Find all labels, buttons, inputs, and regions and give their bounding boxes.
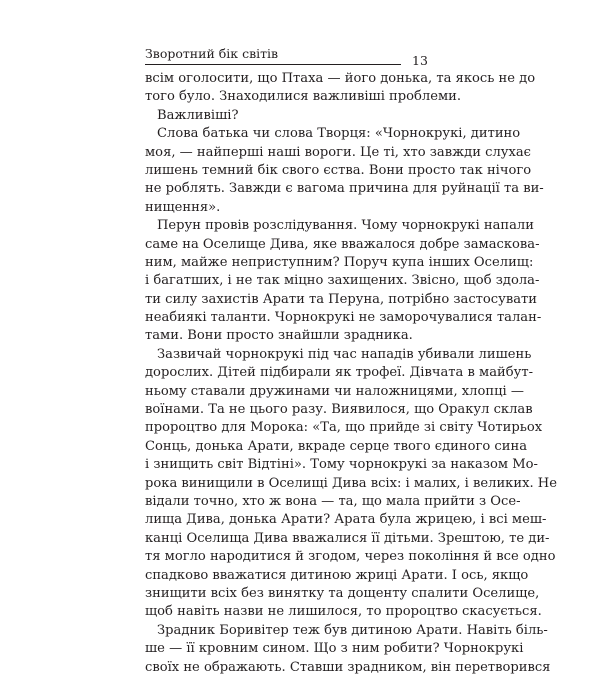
text-line: саме на Оселище Дива, яке вважалося добре замаскова- [145, 236, 540, 252]
text-line: пророцтво для Морока: «Та, що прийде зі світу Чотирьох [145, 420, 543, 436]
text-line: Слова батька чи слова Творця: «Чорнокрукі, дитино [157, 126, 521, 142]
running-head [145, 40, 435, 64]
text-line: канці Оселища Дива вважалися її дітьми. Зрештою, те ди- [145, 530, 550, 546]
text-line: щоб навіть назви не лишилося, то пророцтво скасується. [145, 604, 542, 620]
text-line: тя могло народитися й згодом, через покоління й все одно [145, 549, 556, 565]
running-head-title: Зворотний бік світів [145, 46, 279, 61]
text-line: Зрадник Боривітер теж був дитиною Арати. Навіть біль- [157, 622, 548, 638]
text-line: нищення». [145, 199, 221, 215]
text-line: спадково вважатися дитиною жриці Арати. І ось, якщо [145, 567, 529, 583]
text-line: Зазвичай чорнокрукі під час нападів убивали лишень [157, 346, 532, 362]
text-line: знищити всіх без винятку та дощенту спалити Оселище, [145, 585, 540, 601]
text-line: моя, — найперші наші вороги. Це ті, хто завжди слухає [145, 144, 531, 160]
text-line: ти силу захистів Арати та Перуна, потрібно застосувати [145, 291, 537, 307]
page-number: 13 [412, 53, 428, 68]
text-line: не роблять. Завжди є вагома причина для руйнації та ви- [145, 181, 544, 197]
text-line: Перун провів розслідування. Чому чорнокрукі напали [157, 218, 534, 234]
body-text [145, 70, 557, 677]
text-line: і знищить світ Відтіні». Тому чорнокрукі за наказом Мо- [145, 457, 538, 473]
text-line: Важливіші? [157, 107, 239, 123]
text-line: відали точно, хто ж вона — та, що мала прийти з Осе- [145, 493, 521, 509]
text-line: ньому ставали дружинами чи наложницями, хлопці — [145, 383, 524, 399]
text-line: ним, майже неприступним? Поруч купа інших Оселищ: [145, 254, 534, 270]
text-line: тами. Вони просто знайшли зрадника. [145, 328, 413, 344]
text-line: ше — її кровним сином. Що з ним робити? Чорнокрукі [145, 641, 524, 657]
text-line: неабиякі таланти. Чорнокрукі не заморочувалися талан- [145, 310, 542, 326]
text-line: лишень темний бік свого єства. Вони просто так нічого [145, 162, 532, 178]
text-line: рока винищили в Оселищі Дива всіх: і малих, і великих. Не [145, 475, 557, 491]
text-line: воїнами. Та не цього разу. Виявилося, що Оракул склав [145, 402, 533, 418]
text-line: лища Дива, донька Арати? Арата була жрицею, і всі меш- [145, 512, 547, 528]
text-line: дорослих. Дітей підбирали як трофеї. Дівчата в майбут- [145, 365, 534, 381]
header-rule [145, 64, 401, 65]
text-line: всім оголосити, що Птаха — його донька, та якось не до [145, 71, 536, 86]
text-line: своїх не ображають. Ставши зрадником, він перетворився [145, 659, 551, 675]
text-line: Сонць, донька Арати, вкраде серце твого єдиного сина [145, 438, 528, 454]
text-line: того було. Знаходилися важливіші проблеми. [145, 89, 462, 105]
text-line: і багатших, і не так міцно захищених. Звісно, щоб здола- [145, 273, 540, 289]
